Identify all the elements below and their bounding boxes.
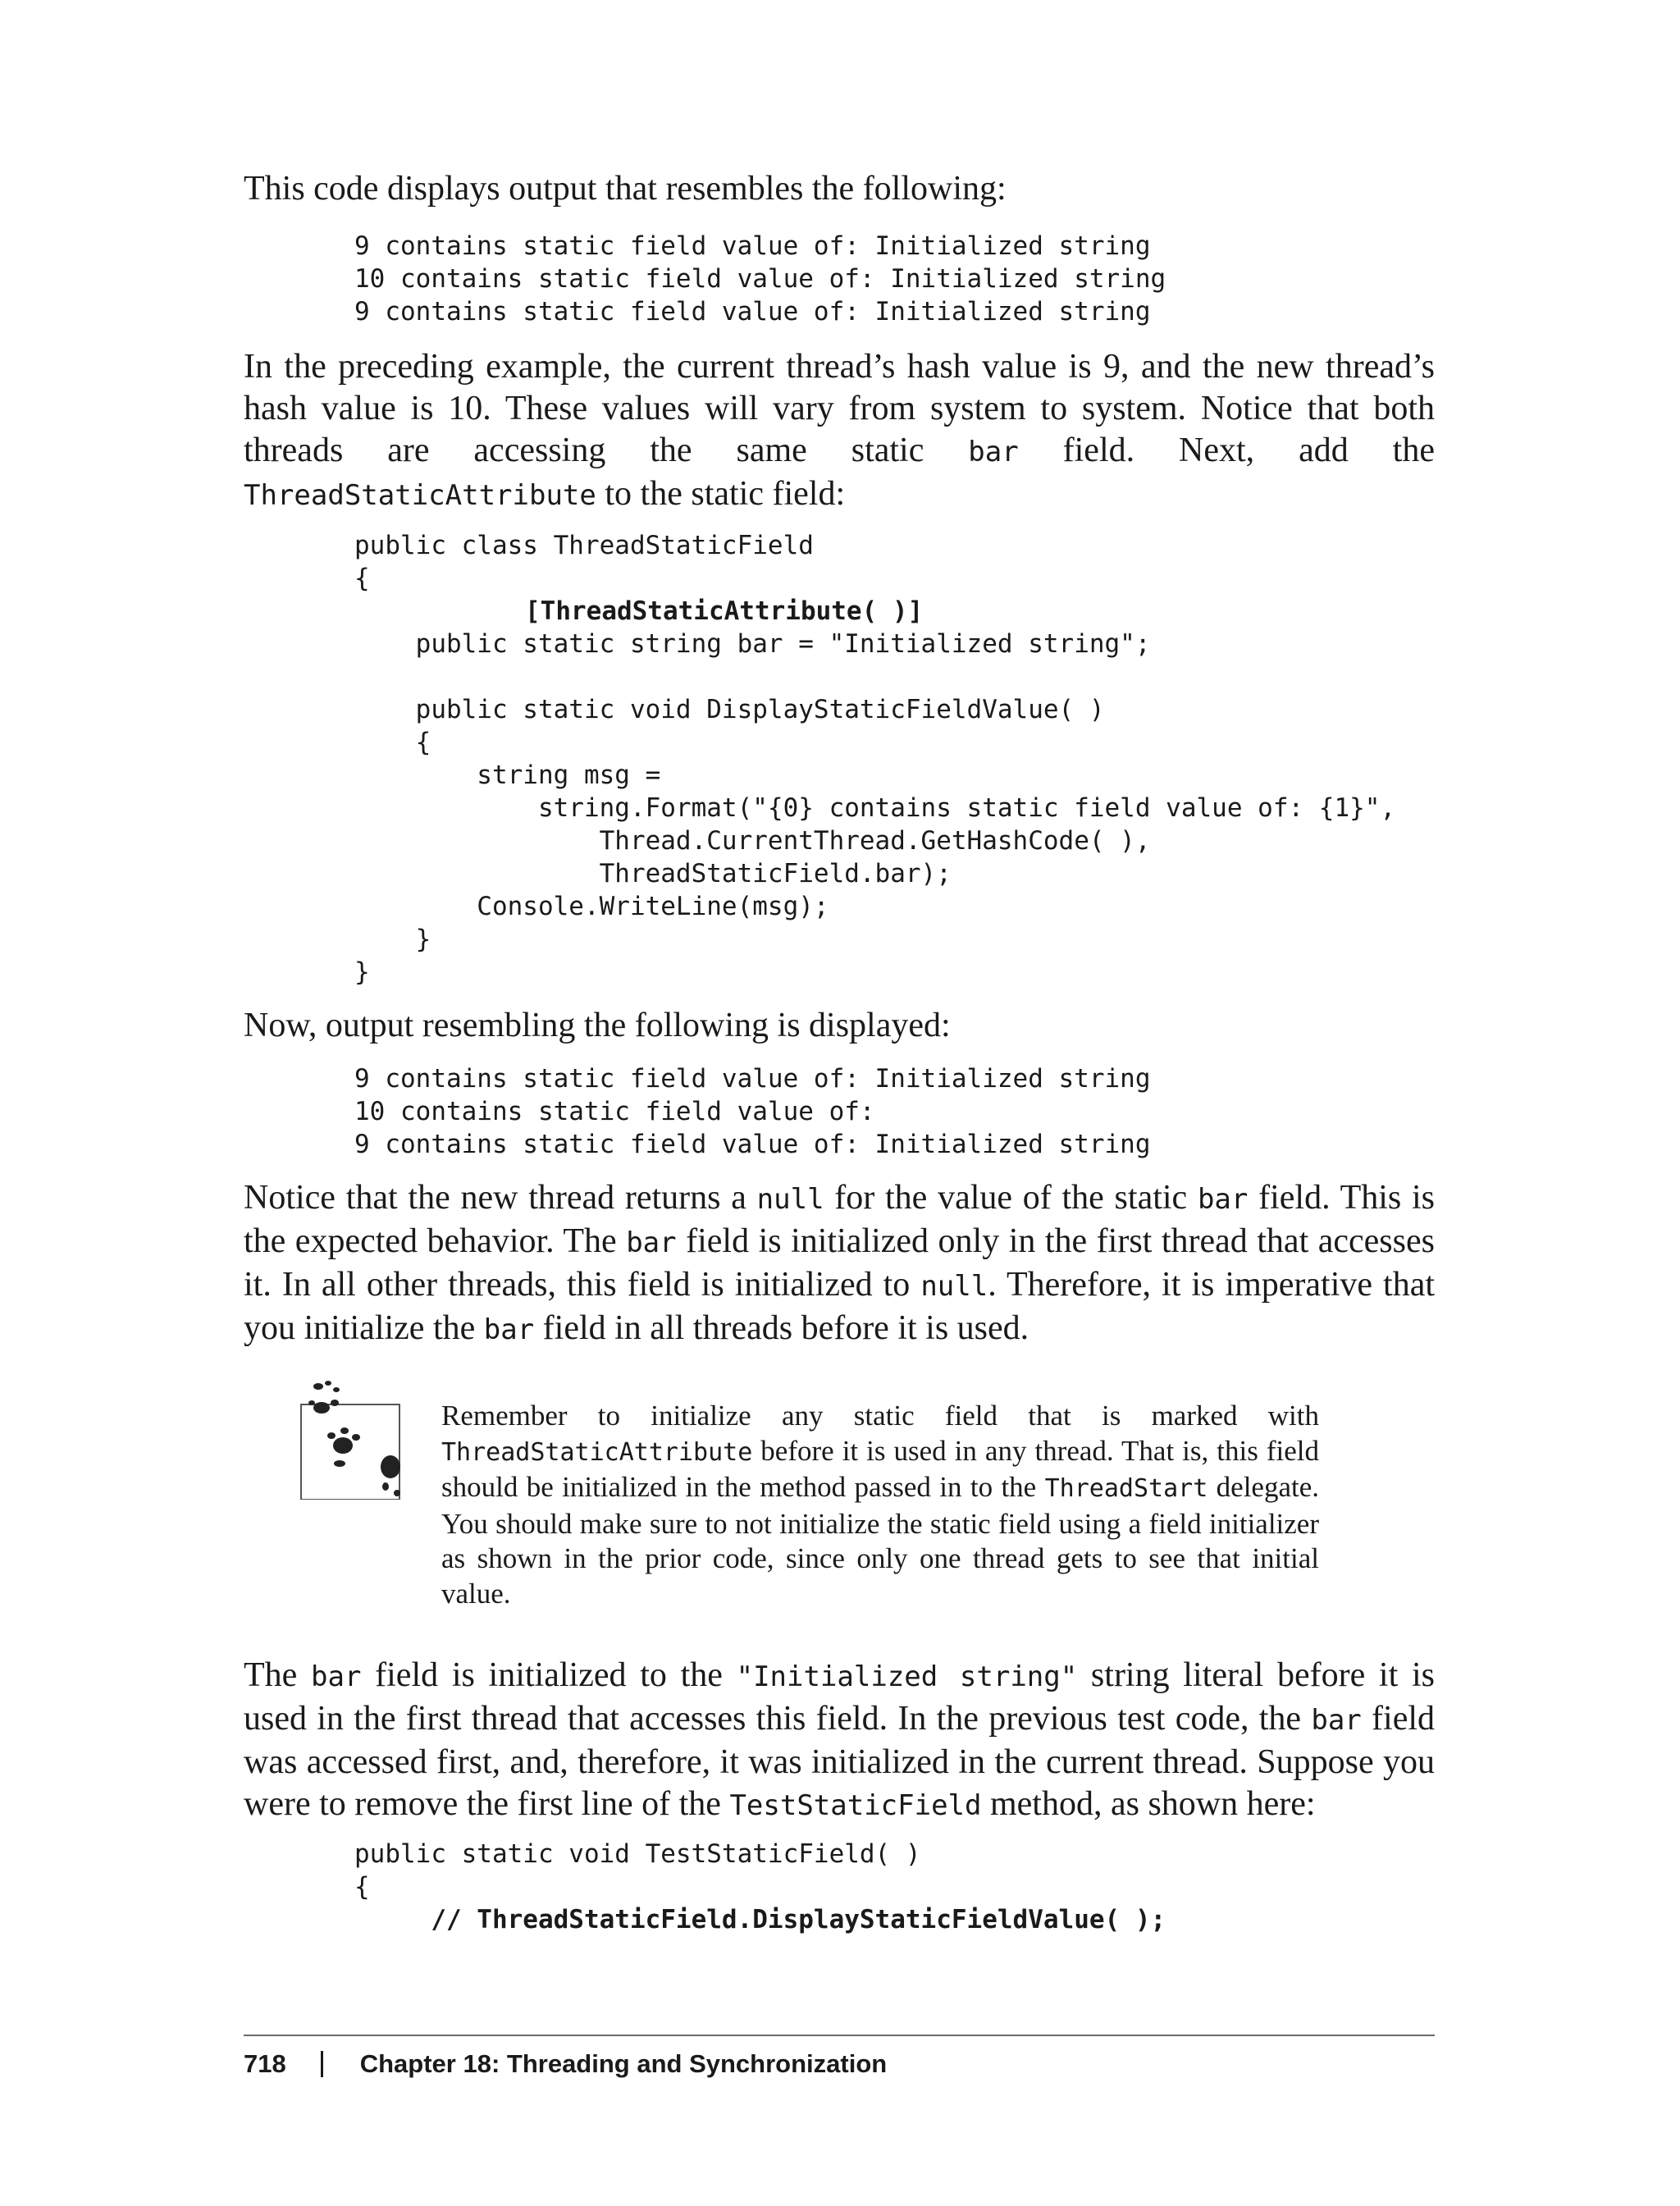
code-line: public class ThreadStaticField <box>354 531 814 560</box>
output-intro-paragraph: Now, output resembling the following is displayed: <box>244 1007 951 1044</box>
code-line: ThreadStaticField.bar); <box>354 859 952 888</box>
footer-separator <box>321 2051 323 2077</box>
text-run: In the preceding example, the current thread’s hash value is 9, and the new thread’s hash value is 10. These values will vary from system to system. Notice that both threads are accessing the same static <box>244 348 1435 469</box>
text-run: field. This is the expected behavior. The <box>244 1179 1436 1260</box>
text-run: field. Next, add the <box>1018 432 1435 469</box>
inline-code: "Initialized string" <box>736 1660 1078 1693</box>
text-run: The <box>244 1656 312 1694</box>
code-line: public static string bar = "Initialized string"; <box>354 629 1151 659</box>
code-line: 9 contains static field value of: Initialized string <box>354 1064 1151 1094</box>
code-line: { <box>354 564 370 593</box>
text-run: Notice that the new thread returns a <box>244 1179 757 1217</box>
text-run: to the static field: <box>596 475 846 513</box>
code-line: 9 contains static field value of: Initialized string <box>354 1130 1151 1159</box>
text-run: field was accessed first, and, therefore, it was initialized in the current thread. Suppose you were to remove the first line of the <box>244 1700 1436 1823</box>
page-footer <box>244 2048 887 2080</box>
inline-code: null <box>756 1183 824 1216</box>
inline-code: bar <box>1197 1183 1249 1216</box>
page-number: 718 <box>244 2049 286 2078</box>
animal-tracks-icon <box>300 1378 400 1500</box>
text-run: for the value of the static <box>824 1179 1198 1217</box>
text-run: field is initialized to the <box>361 1656 737 1694</box>
code-line: Thread.CurrentThread.GetHashCode( ), <box>354 826 1151 856</box>
code-line: { <box>354 1872 370 1902</box>
null-behavior-paragraph <box>244 1177 1435 1351</box>
footer-rule <box>244 2035 1435 2036</box>
code-line-bold: [ThreadStaticAttribute( )] <box>525 596 924 626</box>
code-line: Console.WriteLine(msg); <box>354 892 829 921</box>
code-line: 9 contains static field value of: Initialized string <box>354 297 1151 327</box>
text-run: . Therefore, it is imperative that you initialize the <box>244 1266 1436 1347</box>
code-line: { <box>354 728 431 757</box>
thread-static-field-code-block <box>354 529 1395 989</box>
inline-code: bar <box>1311 1704 1362 1737</box>
text-run: delegate. You should make sure to not initialize the static field using a field initializer as shown in the prior code, since only one thread gets to see that initial value. <box>441 1471 1319 1610</box>
code-line: } <box>354 957 370 987</box>
text-run: before it is used in any thread. That is, this field should be initialized in the method passed in to the <box>441 1434 1319 1503</box>
code-line: 10 contains static field value of: Initialized string <box>354 264 1166 294</box>
explanation-paragraph <box>244 346 1435 517</box>
code-line: 10 contains static field value of: <box>354 1097 875 1126</box>
inline-code: null <box>920 1270 988 1303</box>
code-line: public static void DisplayStaticFieldValue( ) <box>354 695 1105 724</box>
code-line: public static void TestStaticField( ) <box>354 1839 921 1869</box>
inline-code: bar <box>968 436 1019 468</box>
inline-code: ThreadStaticAttribute <box>441 1437 753 1467</box>
inline-code: bar <box>626 1226 677 1259</box>
text-run: Remember to initialize any static field that is marked with <box>441 1400 1319 1432</box>
note-text <box>441 1399 1319 1611</box>
initializer-paragraph <box>244 1655 1435 1827</box>
intro-paragraph: This code displays output that resembles the following: <box>244 170 1007 208</box>
text-run: field in all threads before it is used. <box>534 1309 1029 1347</box>
chapter-title: Chapter 18: Threading and Synchronization <box>359 2049 888 2078</box>
code-line: } <box>354 925 431 954</box>
inline-code: TestStaticField <box>729 1789 982 1822</box>
output-code-block-1 <box>354 230 1166 328</box>
text-run: method, as shown here: <box>981 1785 1316 1823</box>
output-code-block-2 <box>354 1062 1151 1161</box>
text-run: string literal before it is used in the first thread that accesses this field. In the previous test code, the <box>244 1656 1435 1738</box>
code-line-bold: // ThreadStaticField.DisplayStaticFieldValue( ); <box>354 1905 1166 1934</box>
code-line: string.Format("{0} contains static field value of: {1}", <box>354 793 1396 823</box>
text-run: field is initialized only in the first thread that accesses it. In all other threads, this field is initialized to <box>244 1222 1435 1304</box>
test-static-field-code-block <box>354 1838 1166 1936</box>
inline-code: ThreadStart <box>1044 1474 1208 1503</box>
inline-code: bar <box>483 1313 535 1346</box>
code-line: string msg = <box>354 760 661 790</box>
code-line: 9 contains static field value of: Initialized string <box>354 231 1151 261</box>
inline-code: ThreadStaticAttribute <box>244 479 596 512</box>
inline-code: bar <box>311 1660 362 1693</box>
